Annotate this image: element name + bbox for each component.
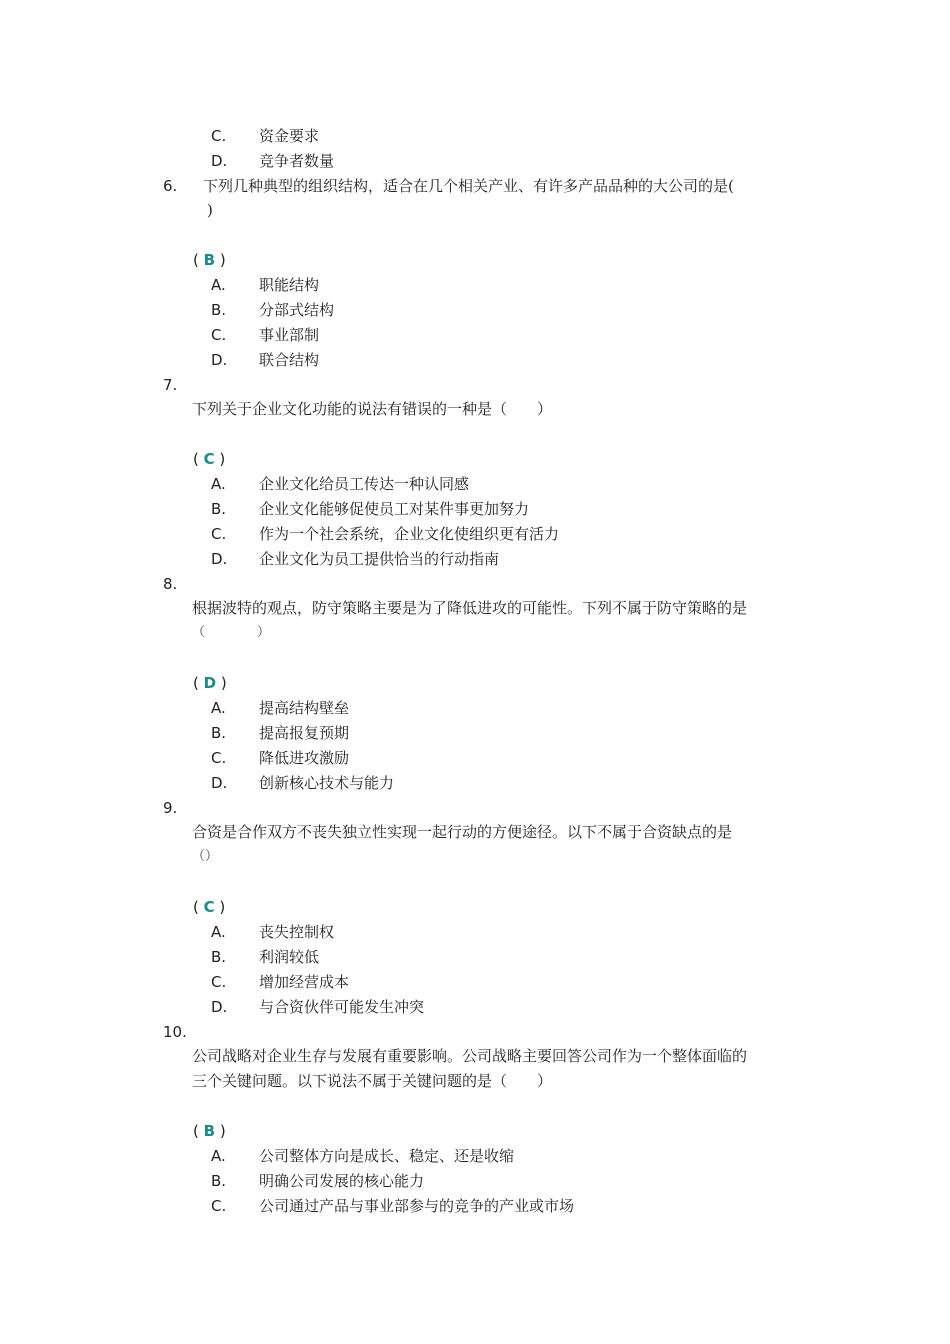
option-text: 丧失控制权: [259, 923, 335, 941]
option-letter: B.: [211, 500, 227, 518]
option-text: 与合资伙伴可能发生冲突: [259, 998, 425, 1016]
option-letter: C.: [211, 127, 227, 145]
answer-value: C: [203, 450, 215, 468]
question-number: 8.: [163, 575, 178, 593]
option-letter: B.: [211, 301, 227, 319]
option-letter: C.: [211, 525, 227, 543]
question-stem: 根据波特的观点，防守策略主要是为了降低进攻的可能性。下列不属于防守策略的是: [192, 599, 748, 617]
answer-label: ( C ): [193, 898, 226, 916]
option-text: 利润较低: [259, 948, 320, 966]
option-text: 明确公司发展的核心能力: [259, 1172, 425, 1190]
answer-value: D: [203, 674, 217, 692]
option-text: 公司通过产品与事业部参与的竞争的产业或市场: [259, 1197, 575, 1215]
answer-label: ( B ): [193, 1122, 226, 1140]
option-letter: D.: [211, 351, 228, 369]
question-number: 6.: [163, 177, 178, 195]
question-stem-continued: （）: [192, 849, 219, 864]
question-stem-continued: （ ）: [192, 625, 271, 640]
option-letter: A.: [211, 1147, 226, 1165]
option-text: 企业文化给员工传达一种认同感: [259, 475, 470, 493]
option-text: 降低进攻激励: [259, 749, 350, 767]
option-text: 联合结构: [259, 351, 320, 369]
option-letter: D.: [211, 550, 228, 568]
answer-label: ( C ): [193, 450, 226, 468]
question-stem: 下列几种典型的组织结构，适合在几个相关产业、有许多产品品种的大公司的是(: [203, 177, 734, 195]
question-number: 10.: [163, 1023, 187, 1041]
option-letter: A.: [211, 923, 226, 941]
option-text: 企业文化为员工提供恰当的行动指南: [259, 550, 500, 568]
option-letter: C.: [211, 1197, 227, 1215]
option-text: 提高报复预期: [259, 724, 350, 742]
answer-value: C: [203, 898, 215, 916]
option-text: 分部式结构: [259, 301, 335, 319]
option-letter: D.: [211, 152, 228, 170]
option-letter: C.: [211, 749, 227, 767]
question-stem-continued: 三个关键问题。以下说法不属于关键问题的是（ ）: [192, 1072, 553, 1090]
option-letter: B.: [211, 1172, 227, 1190]
question-stem: 合资是合作双方不丧失独立性实现一起行动的方便途径。以下不属于合资缺点的是: [192, 823, 733, 841]
question-number: 7.: [163, 376, 178, 394]
option-text: 事业部制: [259, 326, 320, 344]
option-text: 创新核心技术与能力: [259, 774, 395, 792]
option-letter: B.: [211, 724, 227, 742]
question-stem: 下列关于企业文化功能的说法有错误的一种是（ ）: [192, 400, 553, 418]
option-text: 公司整体方向是成长、稳定、还是收缩: [259, 1147, 515, 1165]
option-letter: C.: [211, 326, 227, 344]
option-letter: A.: [211, 699, 226, 717]
option-letter: D.: [211, 774, 228, 792]
option-text: 提高结构壁垒: [259, 699, 350, 717]
question-stem-continued: ): [207, 201, 213, 219]
answer-value: B: [203, 1122, 216, 1140]
option-text: 竞争者数量: [259, 152, 335, 170]
answer-label: ( D ): [193, 674, 227, 692]
option-letter: B.: [211, 948, 227, 966]
option-letter: A.: [211, 475, 226, 493]
option-letter: D.: [211, 998, 228, 1016]
answer-value: B: [203, 251, 216, 269]
option-text: 作为一个社会系统，企业文化使组织更有活力: [259, 525, 560, 543]
option-text: 增加经营成本: [259, 973, 350, 991]
option-letter: A.: [211, 276, 226, 294]
option-text: 企业文化能够促使员工对某件事更加努力: [259, 500, 530, 518]
answer-label: ( B ): [193, 251, 226, 269]
question-number: 9.: [163, 799, 178, 817]
option-text: 资金要求: [259, 127, 320, 145]
option-text: 职能结构: [259, 276, 320, 294]
question-stem: 公司战略对企业生存与发展有重要影响。公司战略主要回答公司作为一个整体面临的: [192, 1047, 748, 1065]
option-letter: C.: [211, 973, 227, 991]
